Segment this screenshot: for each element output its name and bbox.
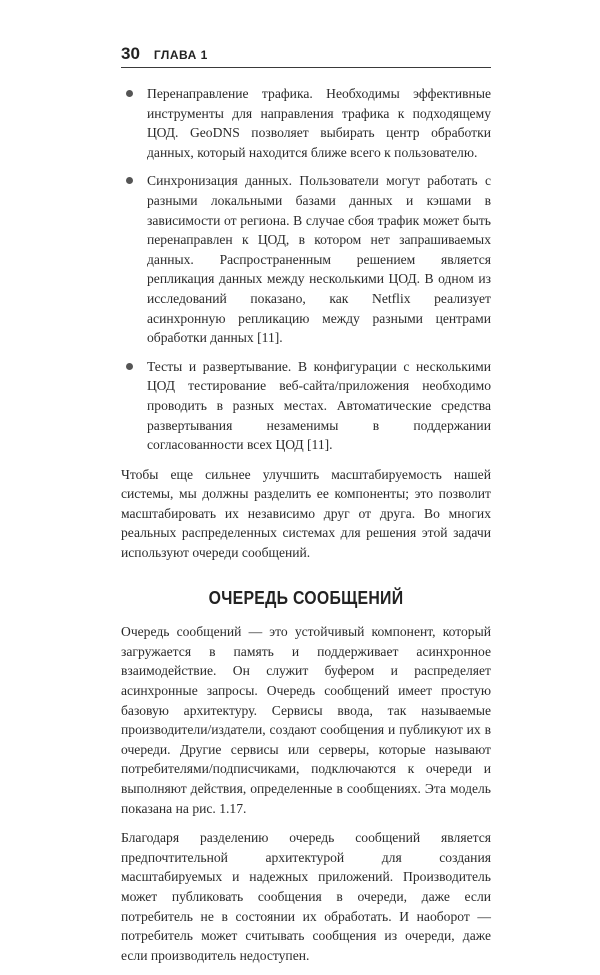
page-number: 30	[121, 44, 140, 63]
list-item-text: Синхронизация данных. Пользователи могут работать с разными локальными базами данных и кэшами в зависимости от региона. В случае сбоя трафик может быть перенаправлен к ЦОД, в котором нет запрашиваемых данных. Распространенным решением является репликация данных между несколькими ЦОД. В одном из исследований показано, как Netflix реализует асинхронную репликацию между разными центрами обработки данных [11].	[147, 173, 491, 346]
chapter-title: ГЛАВА 1	[153, 48, 208, 62]
list-item	[121, 357, 491, 455]
list-item	[121, 171, 491, 347]
list-item	[121, 84, 491, 162]
bullet-icon	[126, 90, 133, 97]
bullet-icon	[126, 177, 133, 184]
paragraph-intro: Чтобы еще сильнее улучшить масштабируемость нашей системы, мы должны разделить ее компоненты; это позволит масштабировать их независимо друг от друга. Во многих реальных распределенных системах для решения этой задачи используют очереди сообщений.	[121, 466, 491, 561]
section-title: ОЧЕРЕДЬ СООБЩЕНИЙ	[208, 587, 404, 608]
bullet-list	[121, 84, 491, 455]
list-item-text: Перенаправление трафика. Необходимы эффективные инструменты для направления трафика к подходящему ЦОД. GeoDNS позволяет выбирать центр обработки данных, который находится ближе всего к пользователю.	[147, 86, 491, 160]
paragraph-message-queue: Очередь сообщений — это устойчивый компонент, который загружается в память и поддерживает асинхронное взаимодействие. Он служит буфером и распределяет асинхронные запросы. Очередь сообщений имеет простую базовую архитектуру. Сервисы ввода, так называемые производители/издатели, создают сообщения и публикуют их в очереди. Другие сервисы или серверы, которые называют потребителями/подписчиками, подключаются к очереди и выполняют действия, определенные в сообщениях. Эта модель показана на рис. 1.17.	[121, 624, 491, 816]
bullet-icon	[126, 363, 133, 370]
page-header	[121, 40, 491, 68]
paragraph-decoupling: Благодаря разделению очередь сообщений является предпочтительной архитектурой для создания масштабируемых и надежных приложений. Производитель может публиковать сообщения в очереди, даже если потребитель не в состоянии их обработать. И наоборот — потребитель может считывать сообщения из очереди, даже если производитель недоступен.	[121, 830, 491, 963]
list-item-text: Тесты и развертывание. В конфигурации с несколькими ЦОД тестирование веб-сайта/приложения необходимо проводить в разных местах. Автоматические средства развертывания незаменимы в поддержании согласованности всех ЦОД [11].	[147, 358, 491, 453]
page-body	[121, 84, 491, 975]
